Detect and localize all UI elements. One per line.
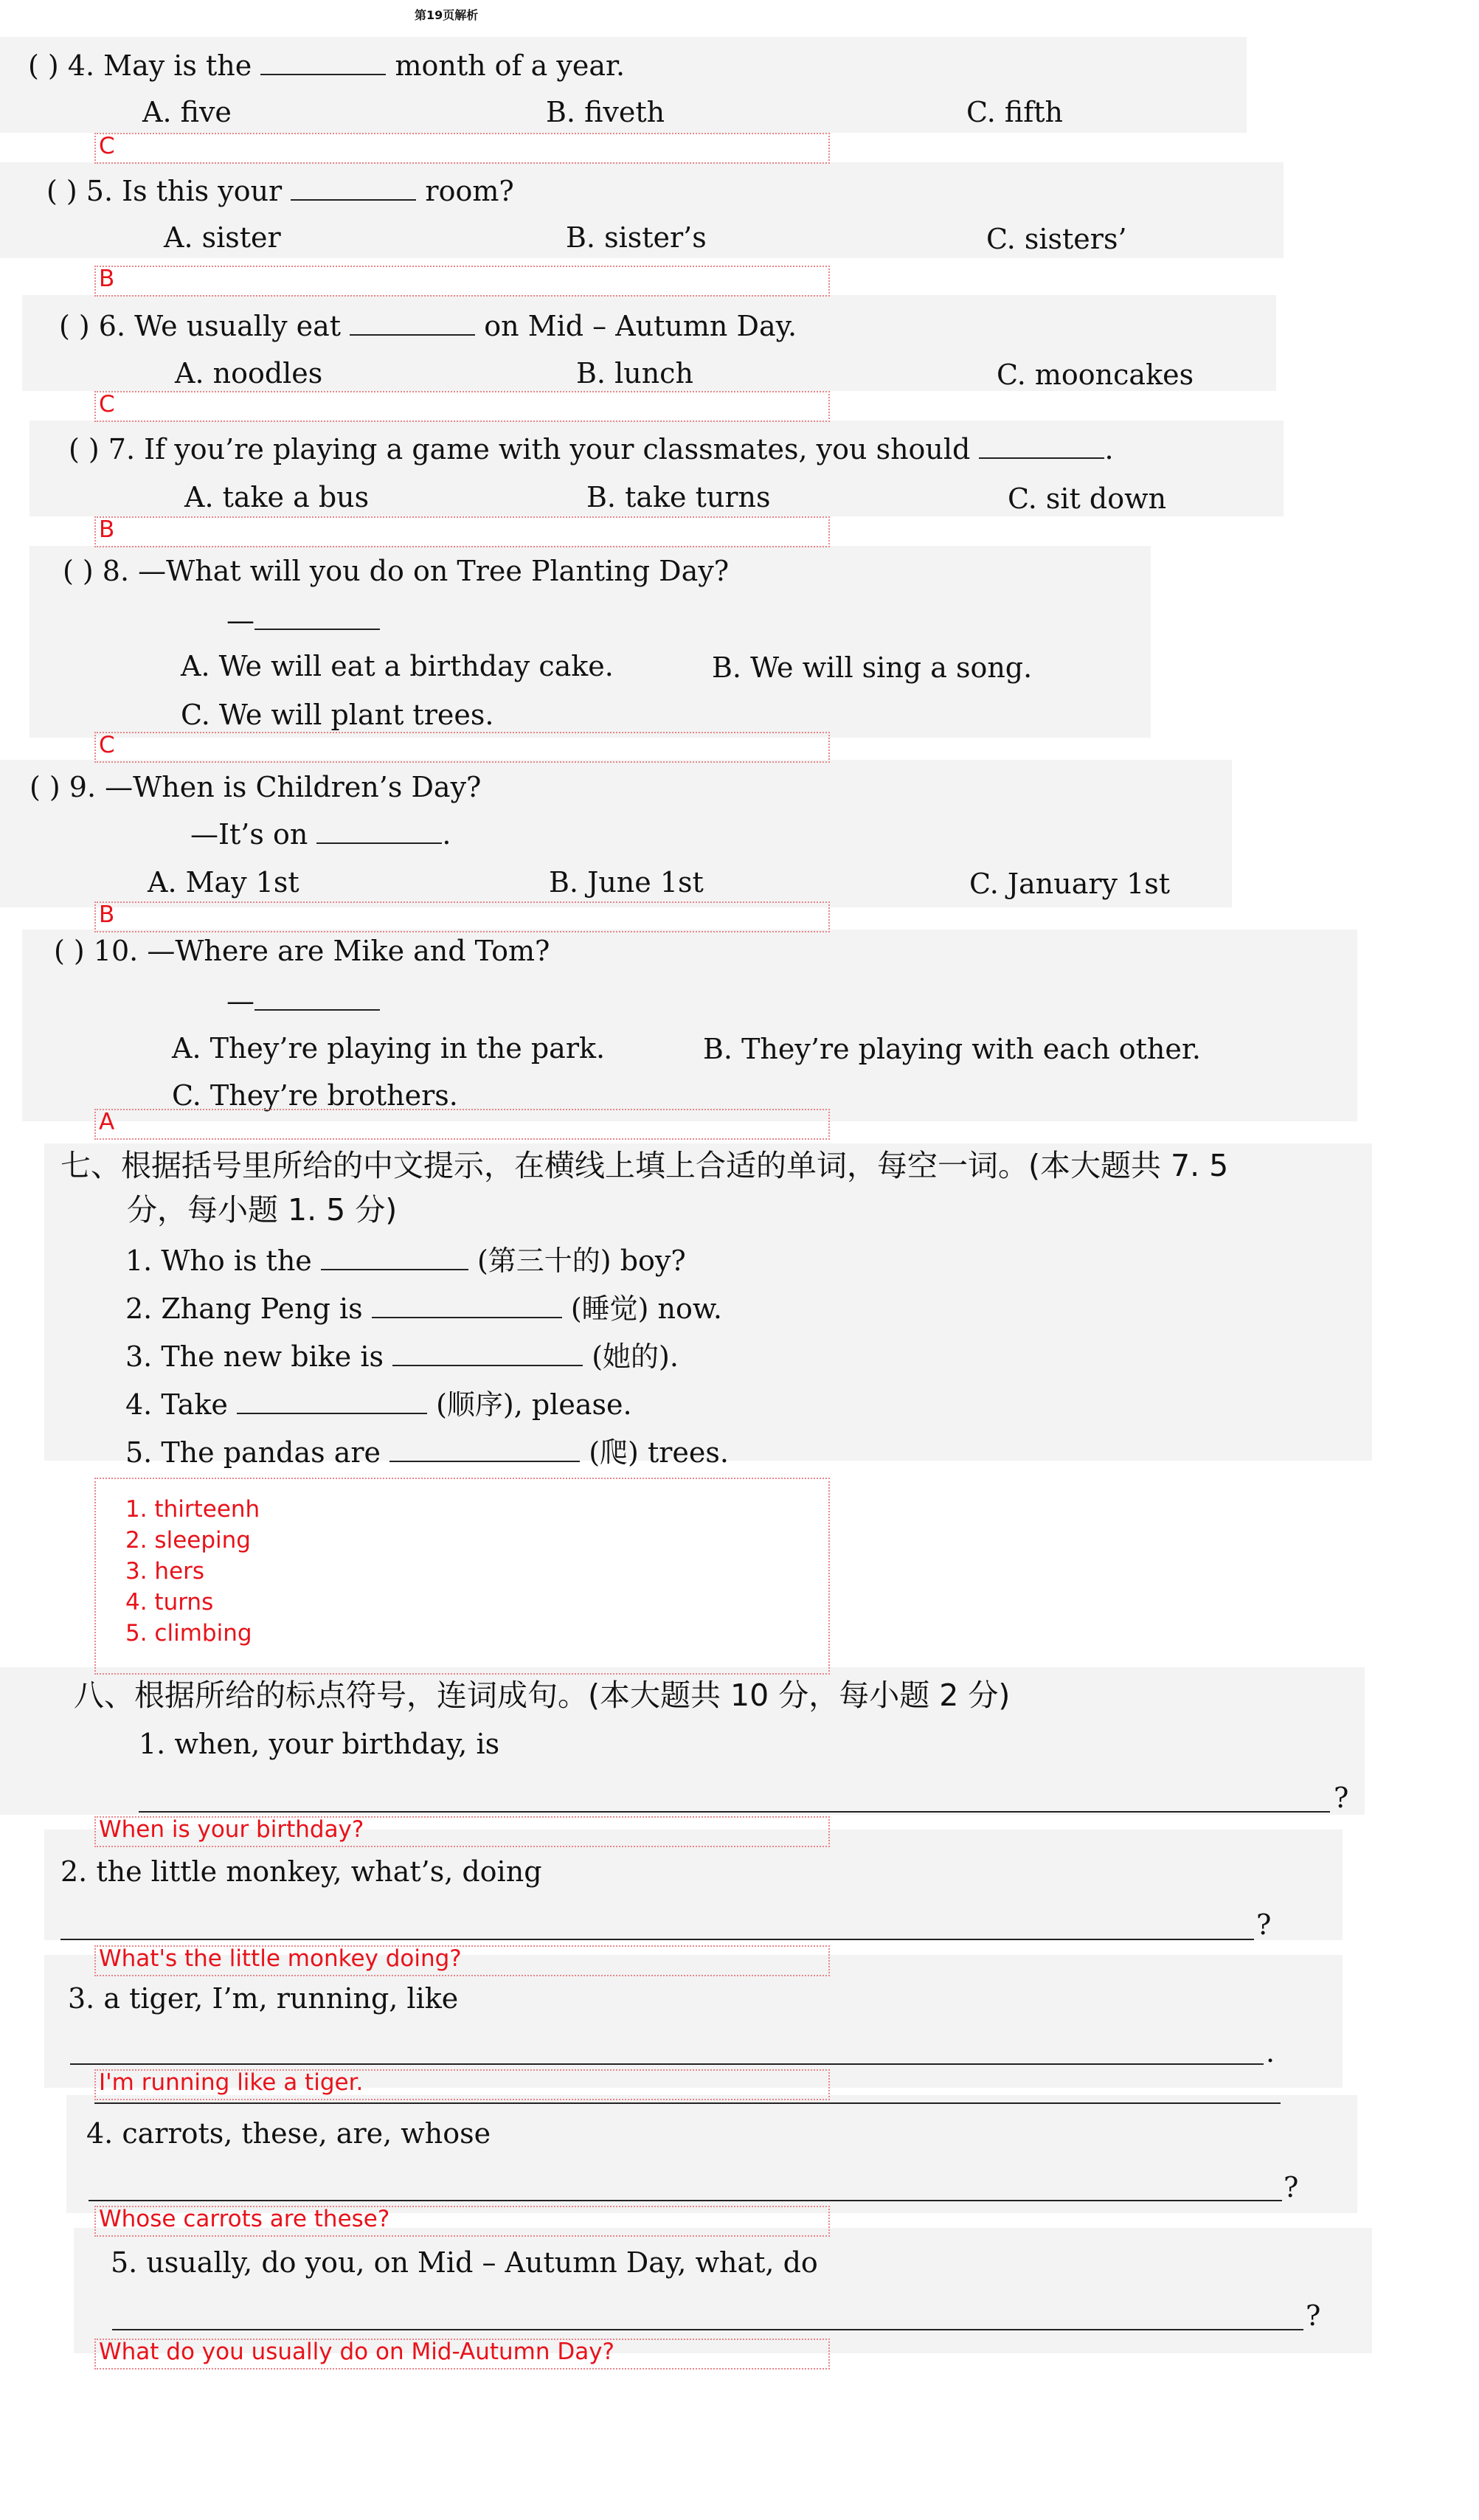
option-c: C. January 1st — [969, 868, 1171, 900]
option-c: C. fifth — [966, 96, 1064, 128]
option-a: A. take a bus — [184, 481, 370, 513]
option-b: B. lunch — [576, 357, 693, 390]
answer-line — [139, 1811, 1330, 1813]
answer-line: 2. sleeping — [125, 1527, 251, 1554]
option-b: B. sister’s — [566, 221, 707, 254]
answer-box: I'm running like a tiger. — [94, 2069, 830, 2100]
answer-box: Whose carrots are these? — [94, 2206, 830, 2237]
question-6: ( ) 6. We usually eat on Mid – Autumn Day. — [59, 310, 797, 342]
answer-box: B — [94, 516, 830, 547]
answer-box: B — [94, 901, 830, 932]
answer-line: 5. climbing — [125, 1620, 252, 1647]
question-9: ( ) 9. —When is Children’s Day? — [30, 771, 482, 803]
section-8-title: 八、根据所给的标点符号，连词成句。(本大题共 10 分，每小题 2 分) — [74, 1678, 1011, 1713]
question-7: ( ) 7. If you’re playing a game with your classmates, you should . — [69, 433, 1114, 465]
answer-box: A — [94, 1109, 830, 1140]
answer-box: C — [94, 732, 830, 763]
answer-blank — [260, 53, 386, 75]
answer-blank — [254, 608, 380, 630]
response-line: — — [226, 987, 380, 1015]
scan-strip — [66, 2095, 1357, 2213]
fill-item-2: 2. Zhang Peng is (睡觉) now. — [125, 1292, 723, 1325]
option-b: B. take turns — [586, 481, 771, 513]
answer-blank — [979, 437, 1104, 459]
option-a: A. sister — [164, 221, 281, 254]
answer-blank — [291, 179, 416, 201]
page-header: 第19页解析 — [415, 8, 479, 22]
answer-box: C — [94, 391, 830, 422]
response-line: —It’s on . — [190, 818, 451, 851]
response-line: — — [226, 606, 380, 634]
option-a: A. They’re playing in the park. — [172, 1032, 606, 1065]
question-4: ( ) 4. May is the month of a year. — [28, 49, 626, 82]
answer-line: 3. hers — [125, 1558, 205, 1585]
answer-blank — [389, 1440, 580, 1462]
order-item-3: 3. a tiger, I’m, running, like — [68, 1982, 459, 2015]
answer-box: When is your birthday? — [94, 1816, 830, 1847]
answer-line — [70, 2063, 1264, 2065]
answer-box: C — [94, 133, 830, 164]
fill-item-3: 3. The new bike is (她的). — [125, 1340, 679, 1373]
option-a: A. five — [142, 96, 232, 128]
answer-line — [94, 2102, 1281, 2104]
answer-box: B — [94, 266, 830, 297]
option-a: A. May 1st — [148, 866, 299, 899]
option-b: B. fiveth — [546, 96, 665, 128]
answer-line: 1. thirteenh — [125, 1496, 260, 1523]
answer-blank — [392, 1344, 583, 1366]
answer-line — [89, 2200, 1282, 2201]
answer-blank — [254, 989, 380, 1011]
fill-item-4: 4. Take (顺序), please. — [125, 1388, 632, 1421]
question-5: ( ) 5. Is this your room? — [46, 175, 514, 207]
end-mark: ? — [1334, 1782, 1349, 1814]
section-7-title-cont: 分，每小题 1. 5 分) — [127, 1192, 398, 1228]
answer-box: What's the little monkey doing? — [94, 1945, 830, 1976]
end-mark: ? — [1284, 2171, 1299, 2204]
option-c: C. sit down — [1008, 482, 1167, 515]
option-c: C. sisters’ — [986, 223, 1127, 255]
answer-box — [94, 1478, 830, 1675]
order-item-4: 4. carrots, these, are, whose — [86, 2117, 491, 2150]
option-b: B. We will sing a song. — [712, 651, 1033, 684]
answer-box: What do you usually do on Mid-Autumn Day? — [94, 2339, 830, 2370]
answer-blank — [321, 1248, 468, 1270]
option-b: B. They’re playing with each other. — [703, 1033, 1201, 1065]
order-item-5: 5. usually, do you, on Mid – Autumn Day, what, do — [111, 2246, 818, 2279]
option-a: A. noodles — [175, 357, 323, 390]
fill-item-1: 1. Who is the (第三十的) boy? — [125, 1245, 686, 1277]
fill-item-5: 5. The pandas are (爬) trees. — [125, 1436, 729, 1469]
end-mark: ? — [1256, 1908, 1272, 1941]
answer-blank — [350, 314, 475, 336]
question-10: ( ) 10. —Where are Mike and Tom? — [54, 935, 550, 967]
answer-blank — [372, 1296, 562, 1318]
answer-line — [112, 2329, 1303, 2330]
answer-blank — [316, 822, 442, 844]
option-c: C. mooncakes — [997, 359, 1194, 391]
end-mark: ? — [1306, 2299, 1321, 2332]
answer-blank — [237, 1392, 427, 1414]
order-item-2: 2. the little monkey, what’s, doing — [60, 1855, 542, 1888]
answer-line: 4. turns — [125, 1589, 214, 1616]
option-b: B. June 1st — [549, 866, 704, 899]
option-a: A. We will eat a birthday cake. — [181, 650, 614, 682]
order-item-1: 1. when, your birthday, is — [139, 1728, 500, 1760]
end-mark: . — [1266, 2036, 1275, 2069]
question-8: ( ) 8. —What will you do on Tree Planting Day? — [63, 555, 730, 587]
option-c: C. They’re brothers. — [172, 1079, 458, 1112]
section-7-title: 七、根据括号里所给的中文提示，在横线上填上合适的单词，每空一词。(本大题共 7. 5 — [60, 1148, 1229, 1183]
answer-line — [60, 1939, 1254, 1940]
option-c: C. We will plant trees. — [181, 699, 494, 731]
